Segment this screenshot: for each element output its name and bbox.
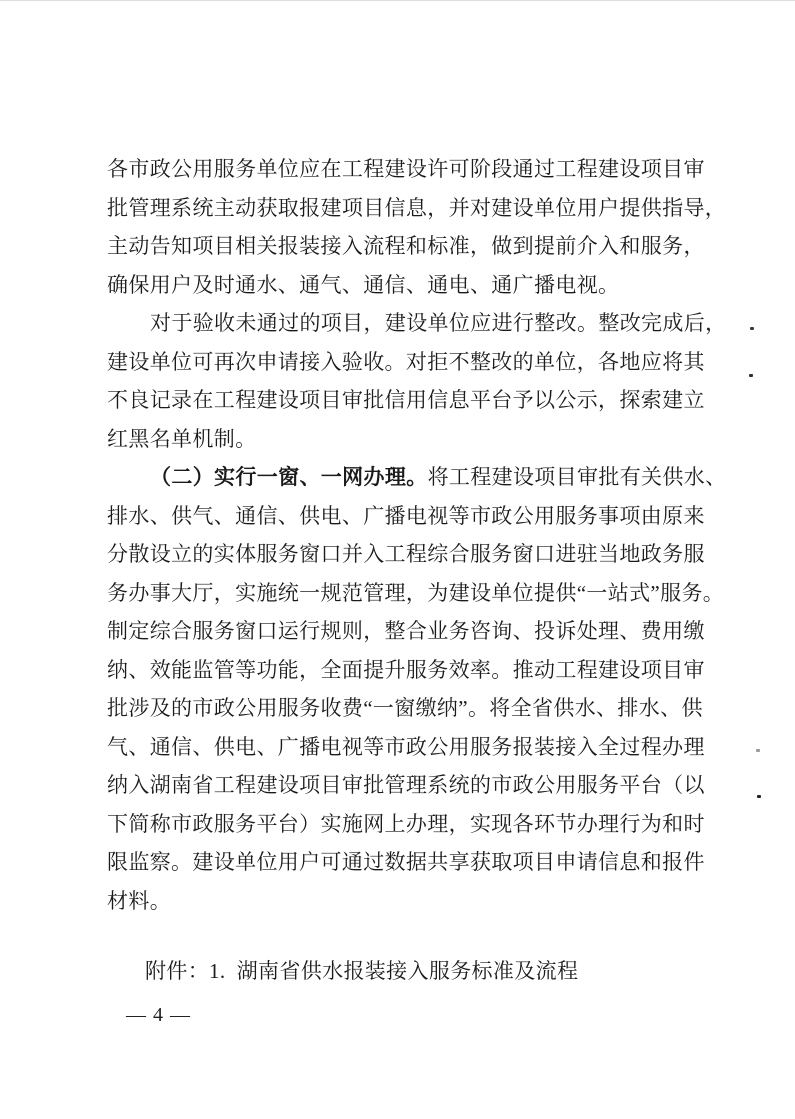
text-line: 排水、供气、通信、供电、广播电视等市政公用服务事项由原来 — [107, 503, 705, 528]
text-line: （二）实行一窗、一网办理。将工程建设项目审批有关供水、 — [150, 465, 727, 489]
paragraph — [107, 150, 727, 304]
text-line: 批管理系统主动获取报建项目信息，并对建设单位用户提供指导， — [107, 195, 727, 220]
text-line: 红黑名单机制。 — [107, 426, 257, 451]
text-line: 限监察。建设单位用户可通过数据共享获取项目申请信息和报件 — [107, 850, 705, 874]
scan-speck — [756, 749, 760, 752]
page-number: — 4 — — [126, 1004, 191, 1026]
section-heading: （二）实行一窗、一网办理。 — [150, 465, 428, 489]
text-line: 下简称市政服务平台）实施网上办理，实现各环节办理行为和时 — [107, 811, 705, 836]
text-line: 对于验收未通过的项目，建设单位应进行整改。整改完成后， — [150, 311, 727, 335]
text-line: 分散设立的实体服务窗口并入工程综合服务窗口进驻当地政务服 — [107, 542, 705, 566]
scan-speck — [749, 374, 753, 377]
text-line: 主动告知项目相关报装接入流程和标准，做到提前介入和服务， — [107, 234, 705, 258]
text-line: 制定综合服务窗口运行规则，整合业务咨询、投诉处理、费用缴 — [107, 619, 705, 643]
text-line: 不良记录在工程建设项目审批信用信息平台予以公示，探索建立 — [107, 388, 705, 412]
text-line: 确保用户及时通水、通气、通信、通电、通广播电视。 — [107, 272, 620, 297]
text-line: 纳、效能监管等功能，全面提升服务效率。推动工程建设项目审 — [107, 657, 705, 682]
paragraph — [107, 458, 727, 920]
text-line: 批涉及的市政公用服务收费“一窗缴纳”。将全省供水、排水、供 — [107, 696, 703, 720]
text-line: 气、通信、供电、广播电视等市政公用服务报装接入全过程办理 — [107, 734, 705, 759]
text-line: 建设单位可再次申请接入验收。对拒不整改的单位，各地应将其 — [107, 349, 705, 374]
paragraph — [107, 304, 727, 458]
text-line: 务办事大厅，实施统一规范管理，为建设单位提供“一站式”服务。 — [107, 580, 725, 605]
scan-edge-line — [0, 0, 795, 1]
attachment-line: 附件：1. 湖南省供水报装接入服务标准及流程 — [145, 959, 579, 983]
document-body — [107, 150, 727, 920]
text-line: 材料。 — [107, 888, 172, 913]
text-line: 纳入湖南省工程建设项目审批管理系统的市政公用服务平台（以 — [107, 773, 705, 797]
text-line: 各市政公用服务单位应在工程建设许可阶段通过工程建设项目审 — [107, 157, 705, 181]
scan-speck — [757, 795, 761, 798]
scan-speck — [750, 327, 754, 330]
